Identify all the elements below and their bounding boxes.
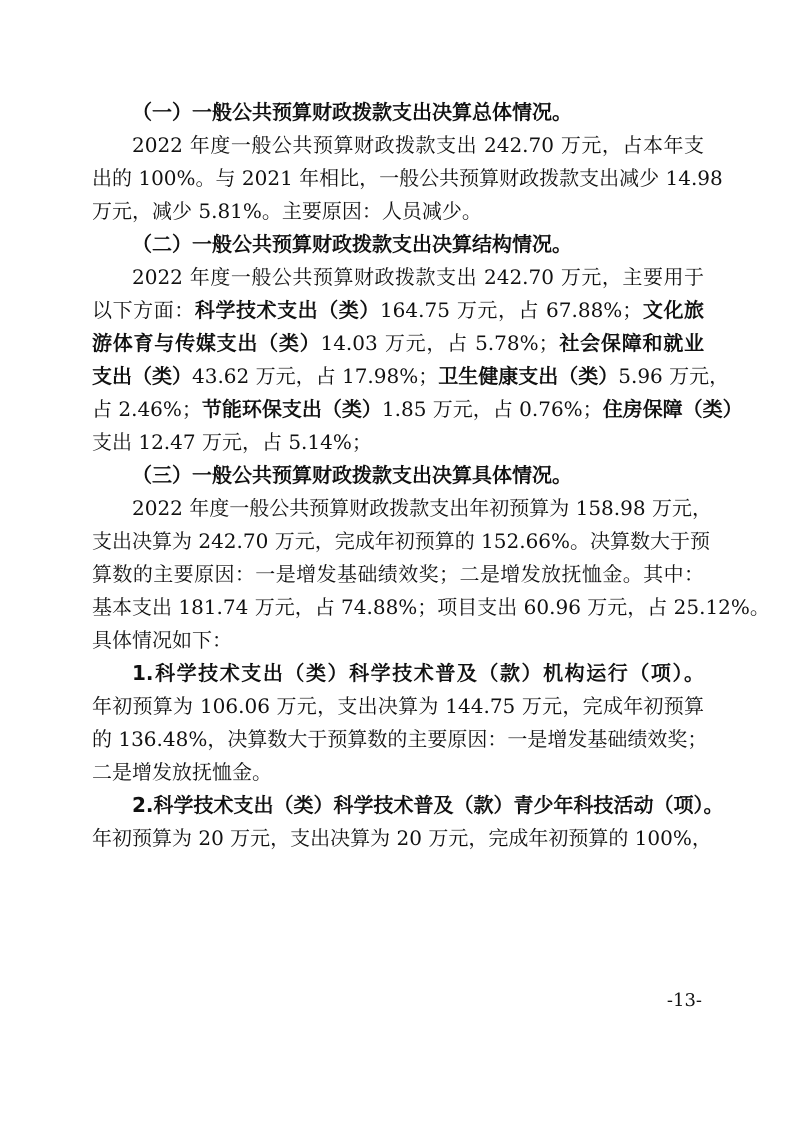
paragraph-line: 2022 年度一般公共预算财政拨款支出 242.70 万元，占本年支 [132,133,704,157]
paragraph-line: 具体情况如下： [92,628,232,652]
document-body [92,96,770,855]
category-label: 住房保障（类） [602,397,743,421]
item-heading-1: 1.科学技术支出（类）科学技术普及（款）机构运行（项）。 [132,661,704,685]
paragraph-line [92,360,730,393]
item-heading-2: 2.科学技术支出（类）科学技术普及（款）青少年科技活动（项）。 [132,793,724,817]
section-heading-3: （三）一般公共预算财政拨款支出决算具体情况。 [132,463,572,487]
section-heading-1: （一）一般公共预算财政拨款支出决算总体情况。 [132,100,572,124]
paragraph-line: 出的 100%。与 2021 年相比，一般公共预算财政拨款支出减少 14.98 [92,166,723,190]
category-label: 文化旅 [642,298,705,322]
page-number: -13- [666,990,702,1011]
section-heading-2: （二）一般公共预算财政拨款支出决算结构情况。 [132,232,572,256]
paragraph-line: 支出决算为 242.70 万元，完成年初预算的 152.66%。决算数大于预 [92,529,711,553]
paragraph-line [92,294,704,327]
paragraph-line [92,393,743,426]
text-run: 164.75 万元，占 67.88%； [379,298,643,322]
text-run: 14.03 万元，占 5.78%； [320,331,559,355]
paragraph-line: 基本支出 181.74 万元，占 74.88%；项目支出 60.96 万元，占 25.12%。 [92,595,770,619]
text-run: 5.96 万元， [618,364,730,388]
paragraph-line: 算数的主要原因：一是增发基础绩效奖；二是增发放抚恤金。其中： [92,562,704,586]
text-run: 占 2.46%； [92,397,202,421]
category-label: 游体育与传媒支出（类） [92,331,321,355]
paragraph-line: 支出 12.47 万元，占 5.14%； [92,430,372,454]
paragraph-line: 年初预算为 20 万元，支出决算为 20 万元，完成年初预算的 100%， [92,826,712,850]
paragraph-line: 的 136.48%，决算数大于预算数的主要原因：一是增发基础绩效奖； [92,727,708,751]
category-label: 支出（类） [92,364,192,388]
paragraph-line: 二是增发放抚恤金。 [92,760,272,784]
paragraph-line: 2022 年度一般公共预算财政拨款支出年初预算为 158.98 万元， [132,496,712,520]
paragraph-line: 万元，减少 5.81%。主要原因：人员减少。 [92,199,482,223]
paragraph-line: 年初预算为 106.06 万元，支出决算为 144.75 万元，完成年初预算 [92,694,704,718]
text-run: 以下方面： [92,298,195,322]
paragraph-line [92,327,704,360]
paragraph-line: 2022 年度一般公共预算财政拨款支出 242.70 万元，主要用于 [132,265,704,289]
text-run: 1.85 万元，占 0.76%； [381,397,603,421]
category-label: 节能环保支出（类） [201,397,382,421]
category-label: 卫生健康支出（类） [438,364,619,388]
text-run: 43.62 万元，占 17.98%； [192,364,439,388]
category-label: 社会保障和就业 [558,331,705,355]
category-label: 科学技术支出（类） [194,298,380,322]
